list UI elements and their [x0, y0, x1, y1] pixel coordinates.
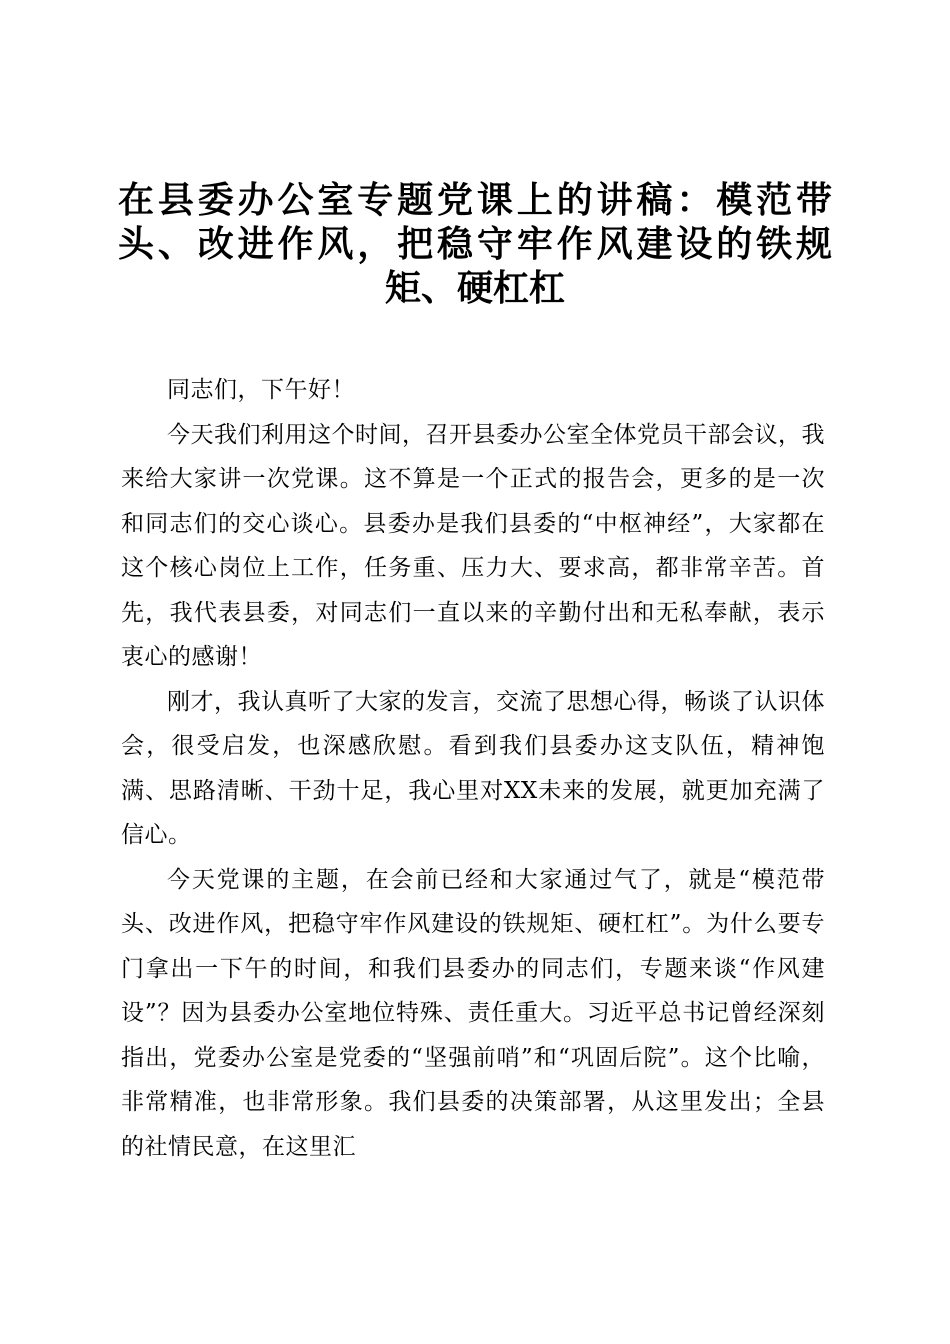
paragraph-greeting: 同志们，下午好！: [167, 377, 355, 403]
paragraph-theme: 今天党课的主题，在会前已经和大家通过气了，就是“模范带头、改进作风，把稳守牢作风建设的铁规矩、硬杠杠”。为什么要专门拿出一下午的时间，和我们县委办的同志们，专题来谈“作风建设”？因为县委办公室地位特殊、责任重大。习近平总书记曾经深刻指出，党委办公室是党委的“坚强前哨”和“巩固后院”。这个比喻，非常精准，也非常形象。我们县委的决策部署，从这里发出；全县的社情民意，在这里汇: [121, 866, 825, 1160]
document-body: [121, 368, 825, 1169]
paragraph-impressions: 刚才，我认真听了大家的发言，交流了思想心得，畅谈了认识体会，很受启发，也深感欣慰。看到我们县委办这支队伍，精神饱满、思路清晰、干劲十足，我心里对XX未来的发展，就更加充满了信心。: [121, 688, 825, 848]
paragraph-opening: 今天我们利用这个时间，召开县委办公室全体党员干部会议，我来给大家讲一次党课。这不算是一个正式的报告会，更多的是一次和同志们的交心谈心。县委办是我们县委的“中枢神经”，大家都在这个核心岗位上工作，任务重、压力大、要求高，都非常辛苦。首先，我代表县委，对同志们一直以来的辛勤付出和无私奉献，表示衷心的感谢！: [121, 421, 825, 670]
document-title: 在县委办公室专题党课上的讲稿：模范带头、改进作风，把稳守牢作风建设的铁规矩、硬杠杠: [118, 179, 832, 309]
